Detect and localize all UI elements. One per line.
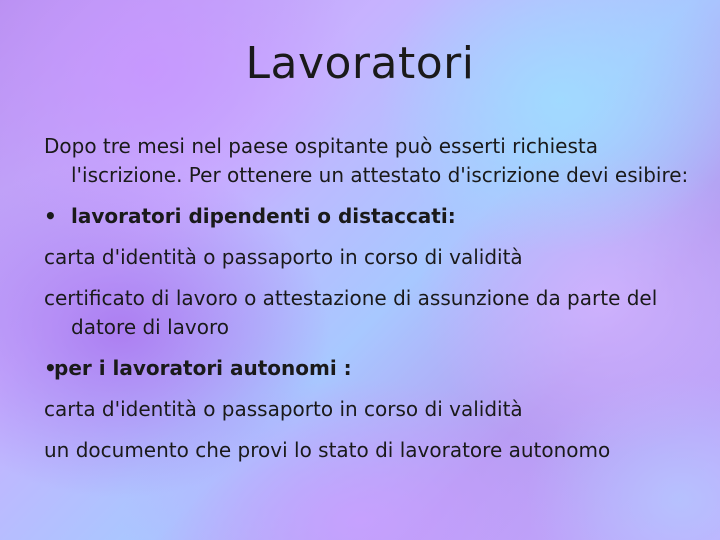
slide-title: Lavoratori bbox=[245, 38, 475, 89]
self-employed-id-line: carta d'identità o passaporto in corso di validità bbox=[44, 397, 523, 421]
employees-id-line: carta d'identità o passaporto in corso di validità bbox=[44, 245, 523, 269]
slide-body bbox=[44, 132, 694, 477]
bullet-self-employed-text: per i lavoratori autonomi : bbox=[54, 356, 352, 380]
bullet-icon: • bbox=[44, 356, 57, 380]
employees-certificate-line: certificato di lavoro o attestazione di assunzione da parte del datore di lavoro bbox=[44, 286, 658, 339]
intro-paragraph: Dopo tre mesi nel paese ospitante può esserti richiesta l'iscrizione. Per ottenere un attestato d'iscrizione devi esibire: bbox=[44, 134, 689, 187]
bullet-icon: • bbox=[44, 204, 57, 228]
self-employed-document-line: un documento che provi lo stato di lavoratore autonomo bbox=[44, 438, 611, 462]
bullet-self-employed bbox=[44, 354, 694, 383]
bullet-employees-text: lavoratori dipendenti o distaccati: bbox=[71, 204, 456, 228]
bullet-employees bbox=[44, 202, 694, 231]
